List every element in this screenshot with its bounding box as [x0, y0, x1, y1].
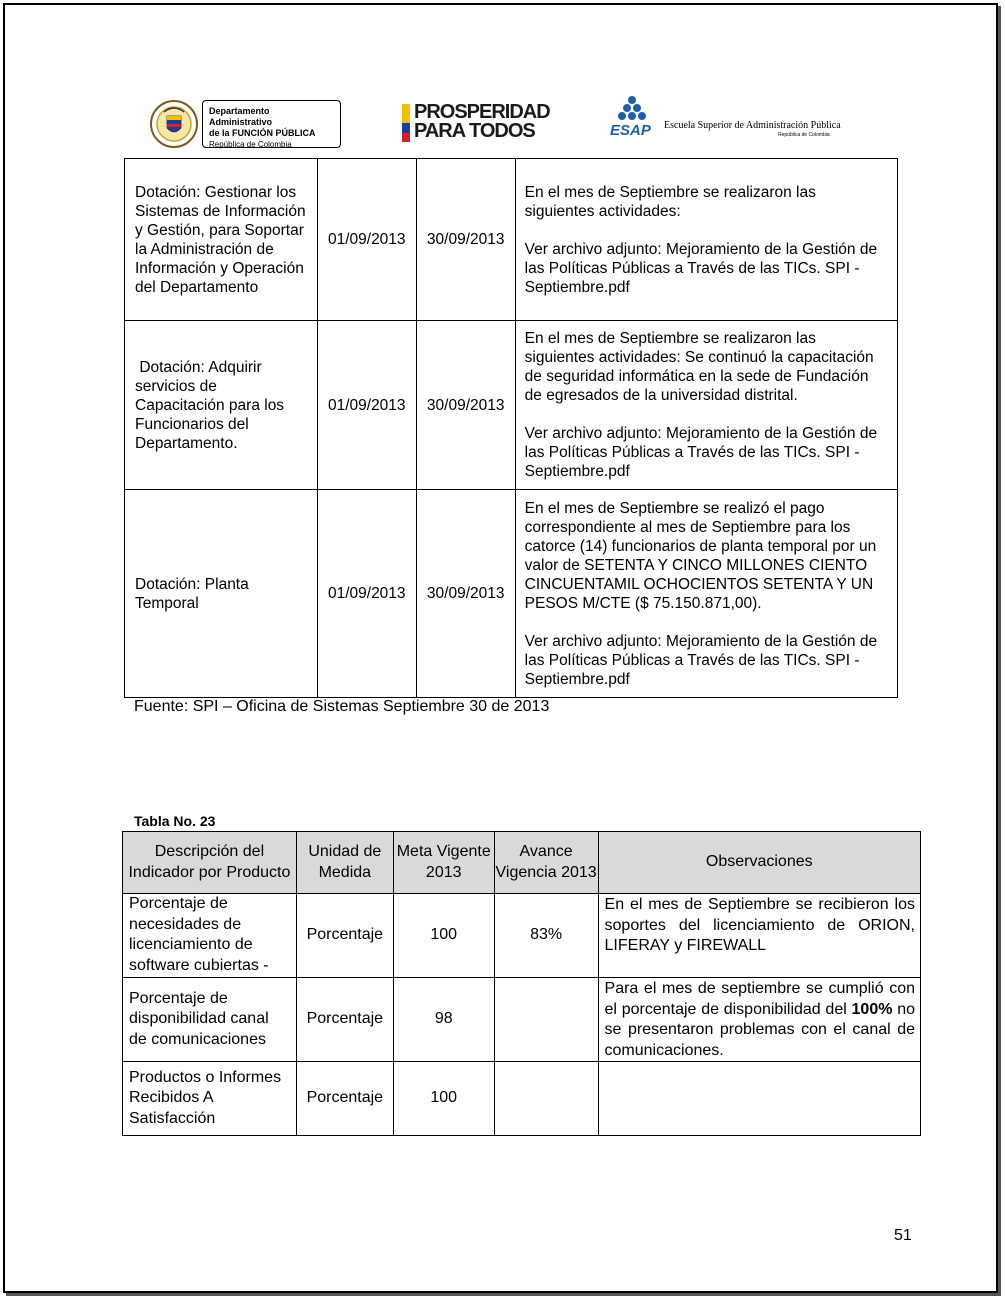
header-observations: Observaciones	[598, 832, 920, 894]
indicator-description: Productos o Informes Recibidos A Satisfacción	[123, 1062, 297, 1136]
activity-cell: Dotación: Adquirir servicios de Capacitación para los Funcionarios del Departamento.	[125, 321, 318, 490]
header-avance: Avance Vigencia 2013	[494, 832, 598, 894]
indicators-table	[122, 831, 921, 1136]
indicator-avance	[494, 978, 598, 1062]
dafp-line2: de la FUNCIÓN PÚBLICA	[209, 128, 316, 138]
indicator-avance	[494, 1062, 598, 1136]
dafp-logo	[150, 98, 342, 150]
table-row	[125, 321, 898, 490]
indicator-meta: 100	[393, 1062, 494, 1136]
document-page	[3, 3, 998, 1293]
activity-cell: Dotación: Planta Temporal	[125, 490, 318, 698]
observation-cell	[515, 321, 897, 490]
start-date-cell: 01/09/2013	[317, 321, 416, 490]
flag-bar-icon	[402, 104, 412, 142]
observation-text: En el mes de Septiembre se realizó el pago correspondiente al mes de Septiembre para los catorce (14) funcionarios de planta temporal por un valor de SETENTA Y CINCO MILLONES CIENTO CINCUENTAMIL OCHOCIENTOS SETENTA Y UN PESOS M/CTE ($ 75.150.871,00).	[524, 499, 877, 612]
indicator-unit: Porcentaje	[296, 978, 393, 1062]
indicator-observation	[598, 1062, 920, 1136]
table-row	[125, 159, 898, 321]
prosperidad-line1: PROSPERIDAD	[414, 101, 550, 123]
indicator-unit: Porcentaje	[296, 1062, 393, 1136]
indicator-observation	[598, 894, 920, 978]
dafp-label-box	[202, 100, 341, 148]
end-date-cell: 30/09/2013	[416, 321, 515, 490]
indicator-avance: 83%	[494, 894, 598, 978]
source-note: Fuente: SPI – Oficina de Sistemas Septiembre 30 de 2013	[134, 698, 550, 715]
attachment-text: Ver archivo adjunto: Mejoramiento de la Gestión de las Políticas Públicas a Través de las TICs. SPI - Septiembre.pdf	[524, 240, 878, 296]
attachment-text: Ver archivo adjunto: Mejoramiento de la Gestión de las Políticas Públicas a Través de las TICs. SPI - Septiembre.pdf	[524, 425, 878, 480]
indicator-meta: 100	[393, 894, 494, 978]
esap-name: Escuela Superior de Administración Pública	[664, 120, 841, 131]
colombia-seal-icon	[150, 98, 200, 150]
page-header	[5, 95, 996, 153]
observation-text: En el mes de Septiembre se recibieron los soportes del licenciamiento de ORION, LIFERAY y FIREWALL	[604, 896, 915, 954]
table-row	[123, 1062, 921, 1136]
prosperidad-line2: PARA TODOS	[414, 120, 535, 142]
page-number: 51	[894, 1227, 912, 1244]
attachment-text: Ver archivo adjunto: Mejoramiento de la Gestión de las Políticas Públicas a Través de las TICs. SPI - Septiembre.pdf	[524, 632, 878, 688]
indicator-description: Porcentaje de disponibilidad canal de comunicaciones	[123, 978, 297, 1062]
table-row	[125, 490, 898, 698]
dafp-line1: Departamento Administrativo	[209, 106, 273, 127]
prosperidad-text	[414, 103, 550, 141]
end-date-cell: 30/09/2013	[416, 159, 515, 321]
observation-text-end: no se presentaron problemas con el canal de comunicaciones.	[604, 1000, 915, 1059]
observation-bold-value: 100%	[851, 1000, 893, 1018]
activity-cell: Dotación: Gestionar los Sistemas de Información y Gestión, para Soportar la Administración de Información y Operación del Departamento	[125, 159, 318, 321]
esap-acronym: ESAP	[610, 122, 651, 139]
table-row	[123, 894, 921, 978]
header-unit: Unidad de Medida	[296, 832, 393, 894]
dafp-line3: República de Colombia	[209, 140, 292, 149]
table-header-row	[123, 832, 921, 894]
esap-logo	[608, 95, 841, 145]
prosperidad-logo	[402, 103, 557, 143]
observation-text: Para el mes de septiembre se cumplió con el porcentaje de disponibilidad del	[604, 980, 915, 1018]
start-date-cell: 01/09/2013	[317, 159, 416, 321]
observation-cell	[515, 490, 897, 698]
esap-sub: República de Colombia	[778, 132, 830, 138]
indicator-observation	[598, 978, 920, 1062]
header-description: Descripción del Indicador por Producto	[123, 832, 297, 894]
indicator-description: Porcentaje de necesidades de licenciamiento de software cubiertas -	[123, 894, 297, 978]
observation-text: En el mes de Septiembre se realizaron las siguientes actividades: Se continuó la capacitación de seguridad informática en la sede de Fundación de egresados de la universidad distrital.	[524, 330, 874, 404]
table-row	[123, 978, 921, 1062]
indicator-meta: 98	[393, 978, 494, 1062]
activities-table	[124, 158, 898, 698]
observation-text: En el mes de Septiembre se realizaron las siguientes actividades:	[524, 183, 816, 220]
table-title: Tabla No. 23	[134, 813, 216, 829]
header-meta: Meta Vigente 2013	[393, 832, 494, 894]
start-date-cell: 01/09/2013	[317, 490, 416, 698]
end-date-cell: 30/09/2013	[416, 490, 515, 698]
observation-cell	[515, 159, 897, 321]
esap-dots-icon	[608, 95, 664, 139]
indicator-unit: Porcentaje	[296, 894, 393, 978]
